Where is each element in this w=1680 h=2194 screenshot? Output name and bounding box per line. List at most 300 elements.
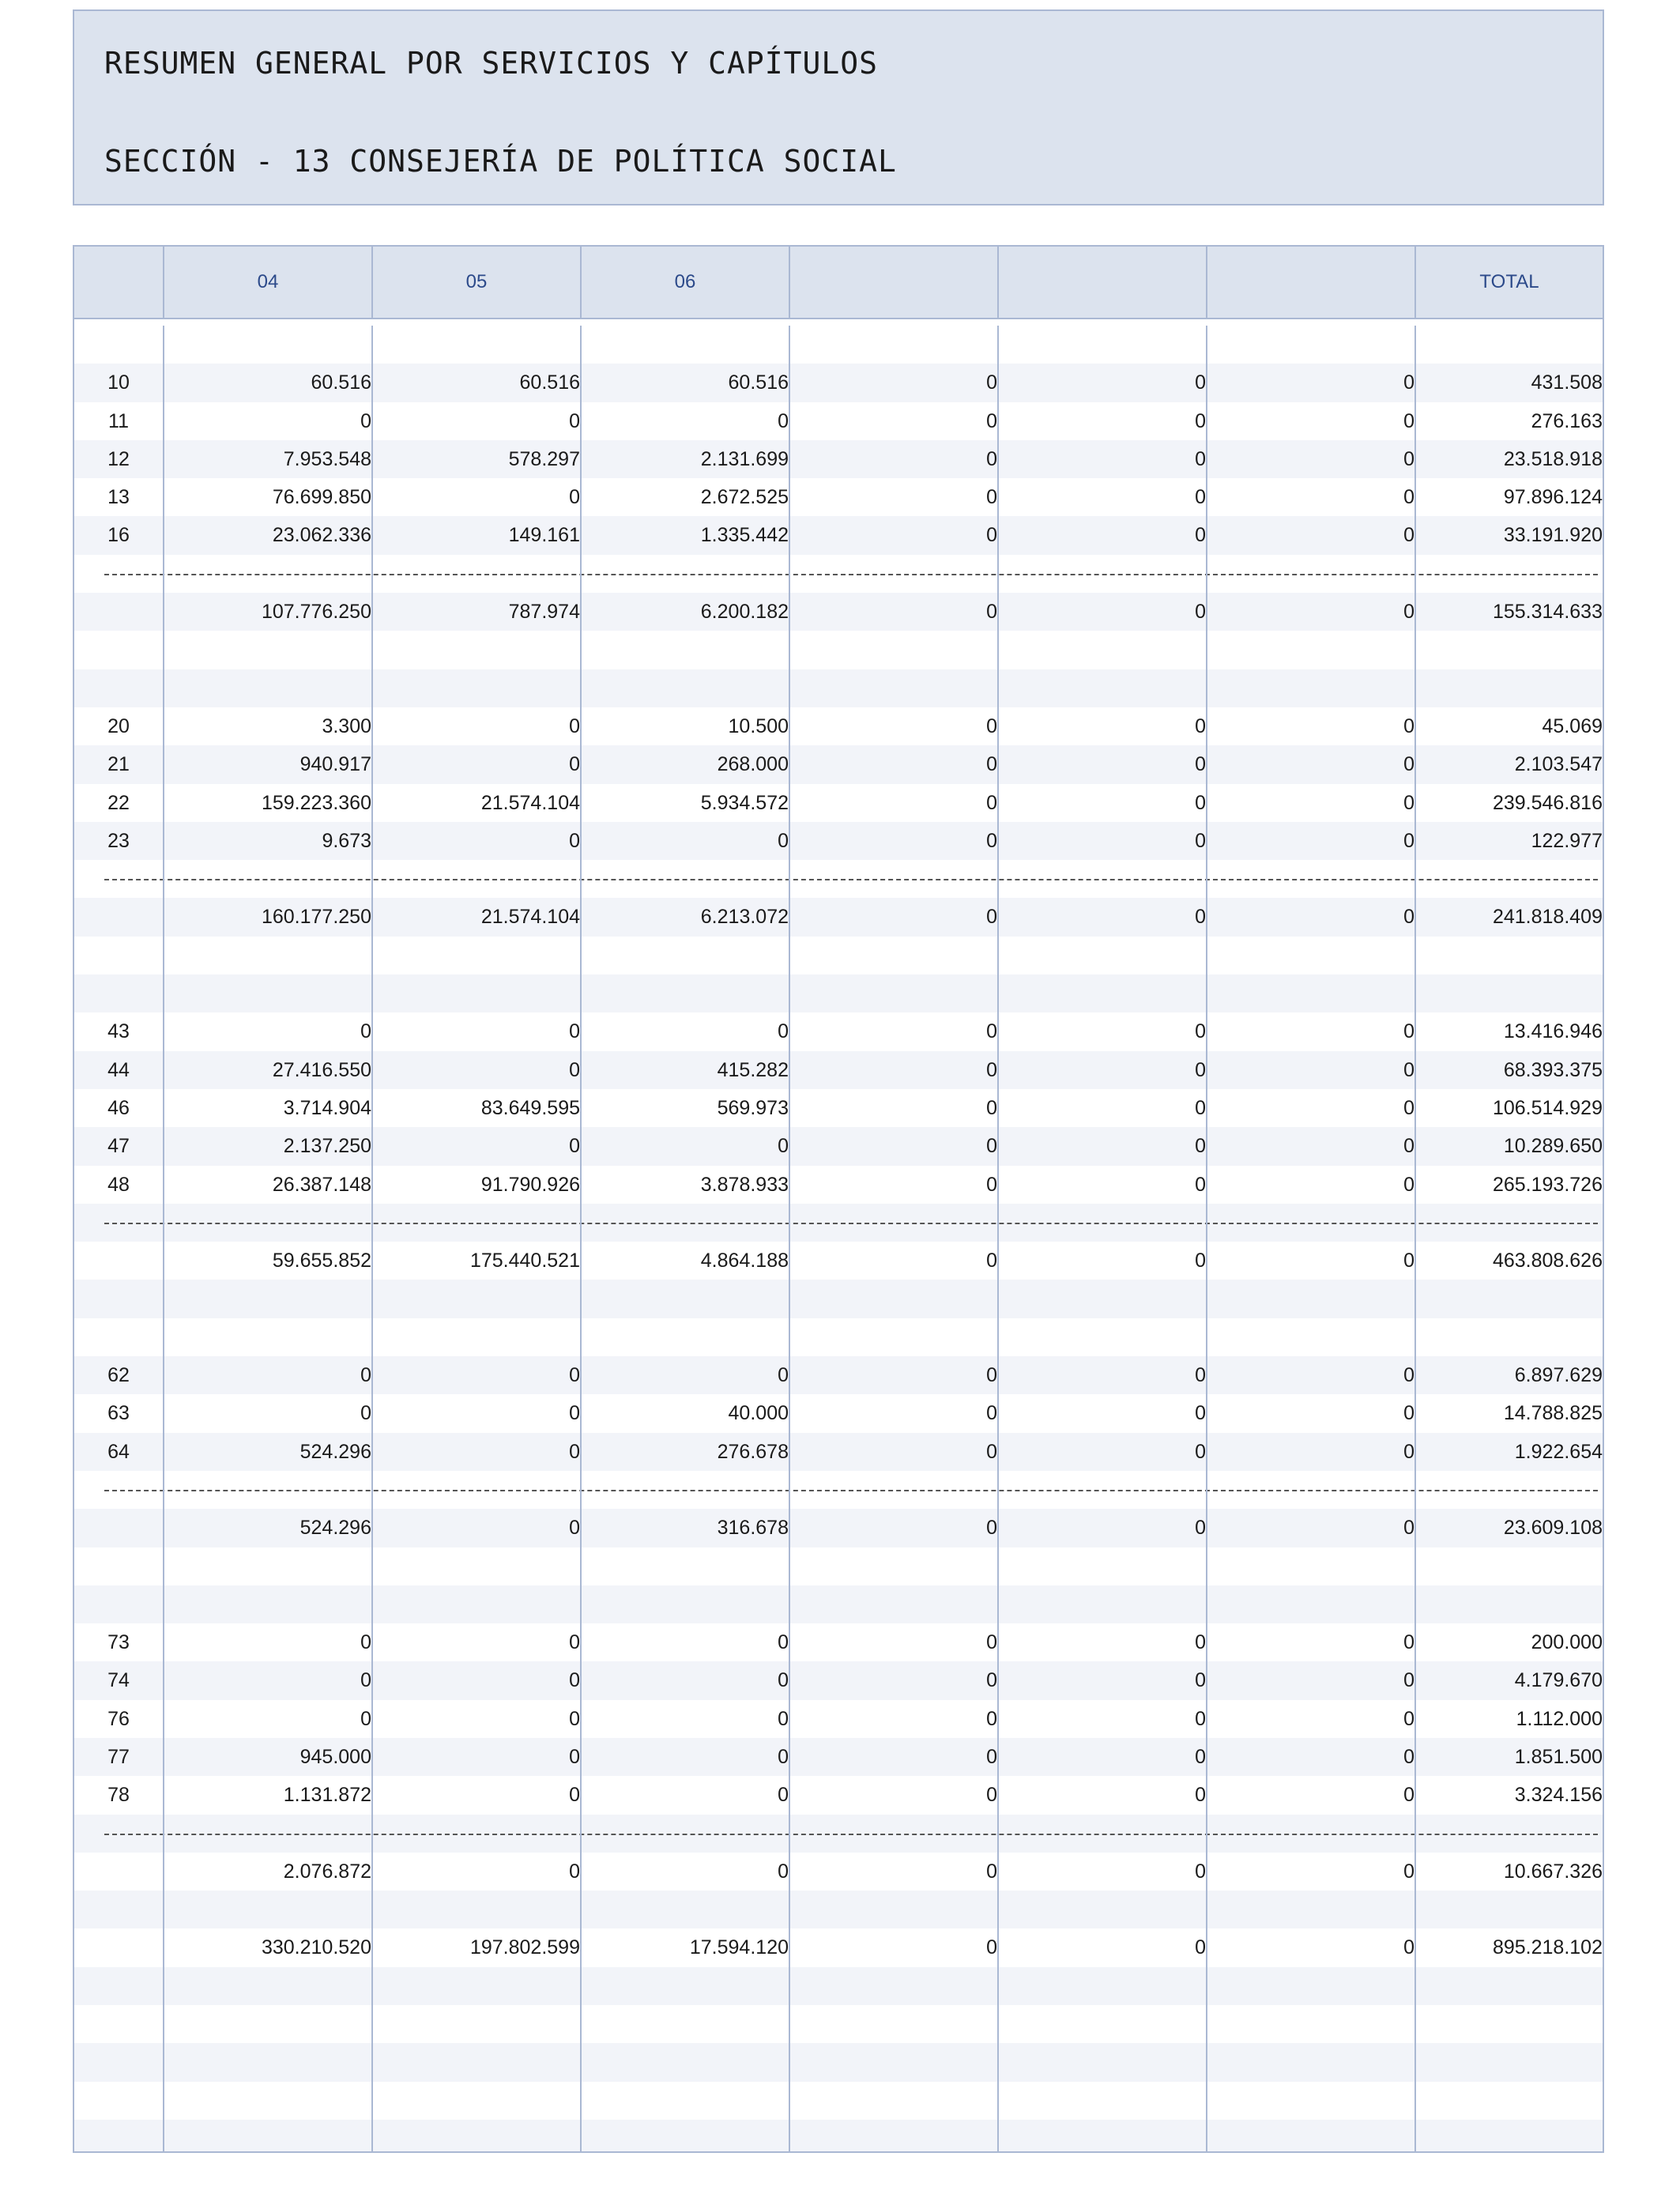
row-code: 73 [107,1631,130,1654]
row-value: 0 [986,1745,997,1768]
row-value: 0 [1403,447,1414,470]
row-value: 0 [360,1631,371,1654]
row-value: 1.112.000 [1516,1707,1603,1730]
row-code: 63 [107,1402,130,1425]
table-row [74,898,1603,936]
row-value: 0 [569,829,580,852]
row-value: 268.000 [717,753,789,776]
row-value: 0 [986,1135,997,1158]
table-row [74,1738,1603,1776]
row-value: 76.699.850 [272,486,371,509]
blank-row [74,2082,1603,2120]
column-header-total: TOTAL [1479,271,1539,292]
row-value: 97.896.124 [1503,486,1603,509]
row-code [74,1509,163,1547]
row-value: 0 [1403,1096,1414,1119]
row-value: 0 [1195,1936,1206,1959]
column-header-04: 04 [257,271,279,292]
column-header-blank-1 [790,247,997,318]
row-value: 0 [1195,1440,1206,1463]
row-value: 0 [569,1745,580,1768]
row-value: 59.655.852 [272,1250,371,1272]
row-value: 83.649.595 [480,1096,580,1119]
row-value: 3.878.933 [700,1173,789,1196]
row-value: 578.297 [508,447,580,470]
table-body [74,326,1603,2153]
row-value: 40.000 [728,1402,789,1425]
row-value: 431.508 [1531,371,1603,394]
row-value: 0 [1195,486,1206,509]
row-code [74,1242,163,1280]
table-row [74,1051,1603,1089]
row-value: 0 [569,1860,580,1883]
row-value: 14.788.825 [1503,1402,1603,1425]
row-code: 16 [107,524,130,547]
table-row [74,1394,1603,1432]
row-value: 0 [1403,1936,1414,1959]
report-title: RESUMEN GENERAL POR SERVICIOS Y CAPÍTULOS [104,46,878,81]
row-value: 0 [986,1860,997,1883]
blank-row [74,937,1603,974]
row-value: 0 [986,1936,997,1959]
row-value: 0 [986,1096,997,1119]
row-value: 0 [1403,601,1414,624]
row-value: 0 [1403,1440,1414,1463]
table-row [74,1127,1603,1165]
row-code: 48 [107,1173,130,1196]
row-value: 0 [986,1707,997,1730]
row-value: 0 [1195,714,1206,737]
row-value: 0 [569,1364,580,1387]
row-value: 316.678 [717,1517,789,1540]
column-divider [371,247,373,319]
row-value: 197.802.599 [469,1936,580,1959]
row-value: 0 [1403,409,1414,432]
row-value: 0 [569,1517,580,1540]
row-value: 0 [360,1020,371,1043]
row-value: 0 [1403,714,1414,737]
row-value: 27.416.550 [272,1058,371,1081]
table-row [74,516,1603,554]
row-value: 0 [1195,791,1206,814]
row-value: 239.546.816 [1492,791,1603,814]
row-value: 0 [1403,1058,1414,1081]
row-value: 17.594.120 [689,1936,789,1959]
row-value: 0 [778,1784,789,1807]
row-value: 0 [1403,1250,1414,1272]
column-divider [789,247,790,319]
row-value: 0 [778,1745,789,1768]
row-value: 3.324.156 [1514,1784,1603,1807]
row-value: 23.062.336 [272,524,371,547]
summary-table [73,245,1604,2153]
row-code: 64 [107,1440,130,1463]
row-value: 415.282 [717,1058,789,1081]
row-code: 77 [107,1745,130,1768]
row-value: 0 [1195,906,1206,929]
row-value: 0 [569,1058,580,1081]
dashed-line [104,1223,1598,1224]
row-value: 330.210.520 [261,1936,371,1959]
row-value: 0 [986,753,997,776]
table-row [74,402,1603,440]
row-value: 60.516 [728,371,789,394]
row-value: 0 [986,371,997,394]
table-row [74,1623,1603,1661]
row-value: 0 [986,829,997,852]
row-value: 0 [1195,1631,1206,1654]
blank-row [74,1585,1603,1623]
column-divider [789,326,790,2151]
column-header-code [74,247,163,318]
row-value: 787.974 [508,601,580,624]
row-code: 11 [108,409,129,432]
row-value: 1.851.500 [1514,1745,1603,1768]
row-value: 13.416.946 [1503,1020,1603,1043]
table-row [74,440,1603,478]
row-value: 6.200.182 [700,601,789,624]
report-header [73,9,1604,205]
row-value: 0 [569,409,580,432]
row-code: 13 [107,486,130,509]
row-value: 0 [778,1707,789,1730]
row-value: 1.131.872 [283,1784,371,1807]
row-value: 107.776.250 [261,601,371,624]
table-row [74,478,1603,516]
row-value: 0 [569,1020,580,1043]
row-code: 43 [107,1020,130,1043]
row-value: 0 [1195,1784,1206,1807]
row-value: 0 [986,524,997,547]
blank-row [74,326,1603,364]
row-value: 0 [1195,524,1206,547]
row-value: 149.161 [508,524,580,547]
row-value: 0 [778,1669,789,1692]
row-value: 1.335.442 [700,524,789,547]
row-value: 0 [1403,1669,1414,1692]
row-value: 0 [1195,409,1206,432]
table-row [74,745,1603,783]
column-divider [163,326,164,2151]
row-value: 940.917 [299,753,371,776]
report-section: SECCIÓN - 13 CONSEJERÍA DE POLÍTICA SOCIAL [104,144,897,179]
row-value: 0 [986,447,997,470]
blank-row [74,2120,1603,2153]
row-value: 0 [778,1631,789,1654]
row-value: 0 [1195,1058,1206,1081]
row-value: 0 [778,409,789,432]
row-value: 0 [1195,1745,1206,1768]
row-code [74,1853,163,1891]
column-divider [163,247,164,319]
row-value: 60.516 [519,371,580,394]
column-divider [997,247,999,319]
row-value: 0 [1403,1707,1414,1730]
row-value: 0 [1403,1402,1414,1425]
table-row [74,1012,1603,1050]
dashed-line [104,574,1598,575]
row-value: 7.953.548 [283,447,371,470]
column-divider [1206,326,1207,2151]
row-value: 0 [1195,601,1206,624]
blank-row [74,974,1603,1012]
row-value: 0 [1403,1745,1414,1768]
row-value: 0 [569,1707,580,1730]
row-value: 60.516 [311,371,371,394]
row-value: 0 [1403,1517,1414,1540]
table-row [74,593,1603,631]
row-value: 569.973 [717,1096,789,1119]
row-value: 0 [1195,1250,1206,1272]
row-value: 0 [1403,486,1414,509]
row-value: 21.574.104 [480,791,580,814]
row-value: 0 [360,1707,371,1730]
row-value: 0 [569,1402,580,1425]
blank-row [74,631,1603,669]
row-code: 76 [107,1707,130,1730]
row-value: 10.667.326 [1503,1860,1603,1883]
subtotal-separator [74,1815,1603,1853]
row-value: 0 [569,714,580,737]
row-value: 463.808.626 [1492,1250,1603,1272]
row-value: 0 [1195,1096,1206,1119]
column-header-blank-2 [999,247,1206,318]
row-value: 0 [778,1135,789,1158]
row-value: 160.177.250 [261,906,371,929]
column-divider [371,326,373,2151]
row-value: 0 [1403,1784,1414,1807]
table-row [74,1242,1603,1280]
blank-row [74,2043,1603,2081]
row-value: 0 [986,1669,997,1692]
row-value: 0 [986,1250,997,1272]
row-value: 0 [1195,1860,1206,1883]
row-value: 10.289.650 [1503,1135,1603,1158]
blank-row [74,669,1603,707]
row-value: 0 [986,1784,997,1807]
row-value: 122.977 [1531,829,1603,852]
blank-row [74,1891,1603,1928]
table-row [74,707,1603,745]
row-value: 0 [986,1020,997,1043]
row-code: 21 [107,753,130,776]
blank-row [74,1967,1603,2005]
row-value: 91.790.926 [480,1173,580,1196]
row-value: 0 [1195,1173,1206,1196]
row-value: 0 [1403,1020,1414,1043]
row-value: 0 [1403,1860,1414,1883]
column-divider [997,326,999,2151]
row-value: 9.673 [322,829,371,852]
table-header [74,247,1603,319]
row-value: 0 [778,1364,789,1387]
row-value: 0 [986,409,997,432]
row-value: 21.574.104 [480,906,580,929]
table-row [74,1853,1603,1891]
row-value: 2.137.250 [283,1135,371,1158]
row-value: 0 [986,601,997,624]
blank-row [74,1280,1603,1318]
row-value: 0 [986,1058,997,1081]
table-row [74,1928,1603,1966]
row-value: 0 [1403,906,1414,929]
row-value: 0 [986,714,997,737]
row-value: 0 [1403,371,1414,394]
row-value: 945.000 [299,1745,371,1768]
row-value: 241.818.409 [1492,906,1603,929]
row-value: 0 [569,753,580,776]
dashed-line [104,879,1598,880]
column-header-06: 06 [674,271,696,292]
row-value: 0 [569,1669,580,1692]
row-value: 159.223.360 [261,791,371,814]
row-value: 155.314.633 [1492,601,1603,624]
row-value: 0 [1195,753,1206,776]
subtotal-separator [74,555,1603,593]
row-value: 0 [360,1402,371,1425]
row-value: 6.897.629 [1514,1364,1603,1387]
row-code: 47 [107,1135,130,1158]
row-value: 0 [986,1364,997,1387]
row-code: 10 [107,371,130,394]
row-code: 46 [107,1096,130,1119]
row-value: 2.131.699 [700,447,789,470]
row-value: 0 [986,1402,997,1425]
table-row [74,364,1603,401]
row-value: 0 [1403,753,1414,776]
row-value: 45.069 [1542,714,1603,737]
row-value: 0 [569,1135,580,1158]
column-divider [580,247,582,319]
row-value: 0 [1195,1402,1206,1425]
table-row [74,1776,1603,1814]
row-value: 0 [1195,829,1206,852]
row-value: 2.103.547 [1514,753,1603,776]
row-value: 0 [1403,1631,1414,1654]
row-value: 10.500 [728,714,789,737]
row-code: 78 [107,1784,130,1807]
row-value: 4.179.670 [1514,1669,1603,1692]
row-value: 0 [778,1020,789,1043]
row-value: 3.714.904 [283,1096,371,1119]
row-value: 0 [1403,1173,1414,1196]
row-value: 33.191.920 [1503,524,1603,547]
row-value: 0 [569,486,580,509]
row-value: 0 [1403,524,1414,547]
row-value: 3.300 [322,714,371,737]
row-code: 22 [107,791,130,814]
dashed-line [104,1490,1598,1491]
row-value: 0 [986,791,997,814]
row-value: 23.609.108 [1503,1517,1603,1540]
row-code: 62 [107,1364,130,1387]
row-value: 0 [1195,447,1206,470]
row-value: 68.393.375 [1503,1058,1603,1081]
table-row [74,822,1603,860]
table-row [74,1700,1603,1738]
column-divider [1206,247,1207,319]
row-value: 0 [986,906,997,929]
row-value: 895.218.102 [1492,1936,1603,1959]
row-code: 44 [107,1058,130,1081]
table-row [74,1661,1603,1699]
row-value: 0 [1195,1517,1206,1540]
row-value: 6.213.072 [700,906,789,929]
row-value: 0 [986,1631,997,1654]
row-code [74,593,163,631]
table-row [74,1356,1603,1394]
row-value: 0 [1403,1135,1414,1158]
row-value: 175.440.521 [469,1250,580,1272]
dashed-line [104,1834,1598,1835]
row-value: 0 [1195,1364,1206,1387]
row-value: 0 [1195,371,1206,394]
table-row [74,1166,1603,1204]
row-value: 0 [986,1517,997,1540]
row-code [74,1928,163,1966]
row-value: 0 [1195,1669,1206,1692]
row-code [74,898,163,936]
row-value: 0 [986,486,997,509]
row-value: 276.678 [717,1440,789,1463]
row-value: 5.934.572 [700,791,789,814]
column-divider [1414,247,1416,319]
row-value: 0 [986,1440,997,1463]
row-value: 2.672.525 [700,486,789,509]
row-value: 4.864.188 [700,1250,789,1272]
row-value: 0 [360,1669,371,1692]
column-divider [1414,326,1416,2151]
row-code: 74 [107,1669,130,1692]
row-value: 265.193.726 [1492,1173,1603,1196]
row-value: 0 [569,1440,580,1463]
row-code: 20 [107,714,130,737]
row-value: 0 [360,409,371,432]
row-value: 524.296 [299,1517,371,1540]
row-value: 106.514.929 [1492,1096,1603,1119]
row-value: 0 [778,829,789,852]
subtotal-separator [74,1204,1603,1242]
row-code: 23 [107,829,130,852]
row-value: 0 [1403,829,1414,852]
subtotal-separator [74,860,1603,898]
row-value: 2.076.872 [283,1860,371,1883]
row-value: 0 [1195,1020,1206,1043]
row-value: 0 [1195,1135,1206,1158]
row-value: 23.518.918 [1503,447,1603,470]
blank-row [74,1318,1603,1356]
row-value: 0 [1403,791,1414,814]
blank-row [74,1547,1603,1585]
row-value: 0 [360,1364,371,1387]
row-value: 0 [1195,1707,1206,1730]
column-header-05: 05 [465,271,488,292]
row-value: 200.000 [1531,1631,1603,1654]
row-value: 26.387.148 [272,1173,371,1196]
row-value: 524.296 [299,1440,371,1463]
row-value: 276.163 [1531,409,1603,432]
subtotal-separator [74,1471,1603,1509]
row-value: 0 [569,1631,580,1654]
table-row [74,784,1603,822]
row-value: 0 [1403,1364,1414,1387]
table-row [74,1509,1603,1547]
row-code: 12 [107,447,130,470]
table-row [74,1433,1603,1471]
table-row [74,1089,1603,1127]
row-value: 0 [569,1784,580,1807]
row-value: 0 [778,1860,789,1883]
